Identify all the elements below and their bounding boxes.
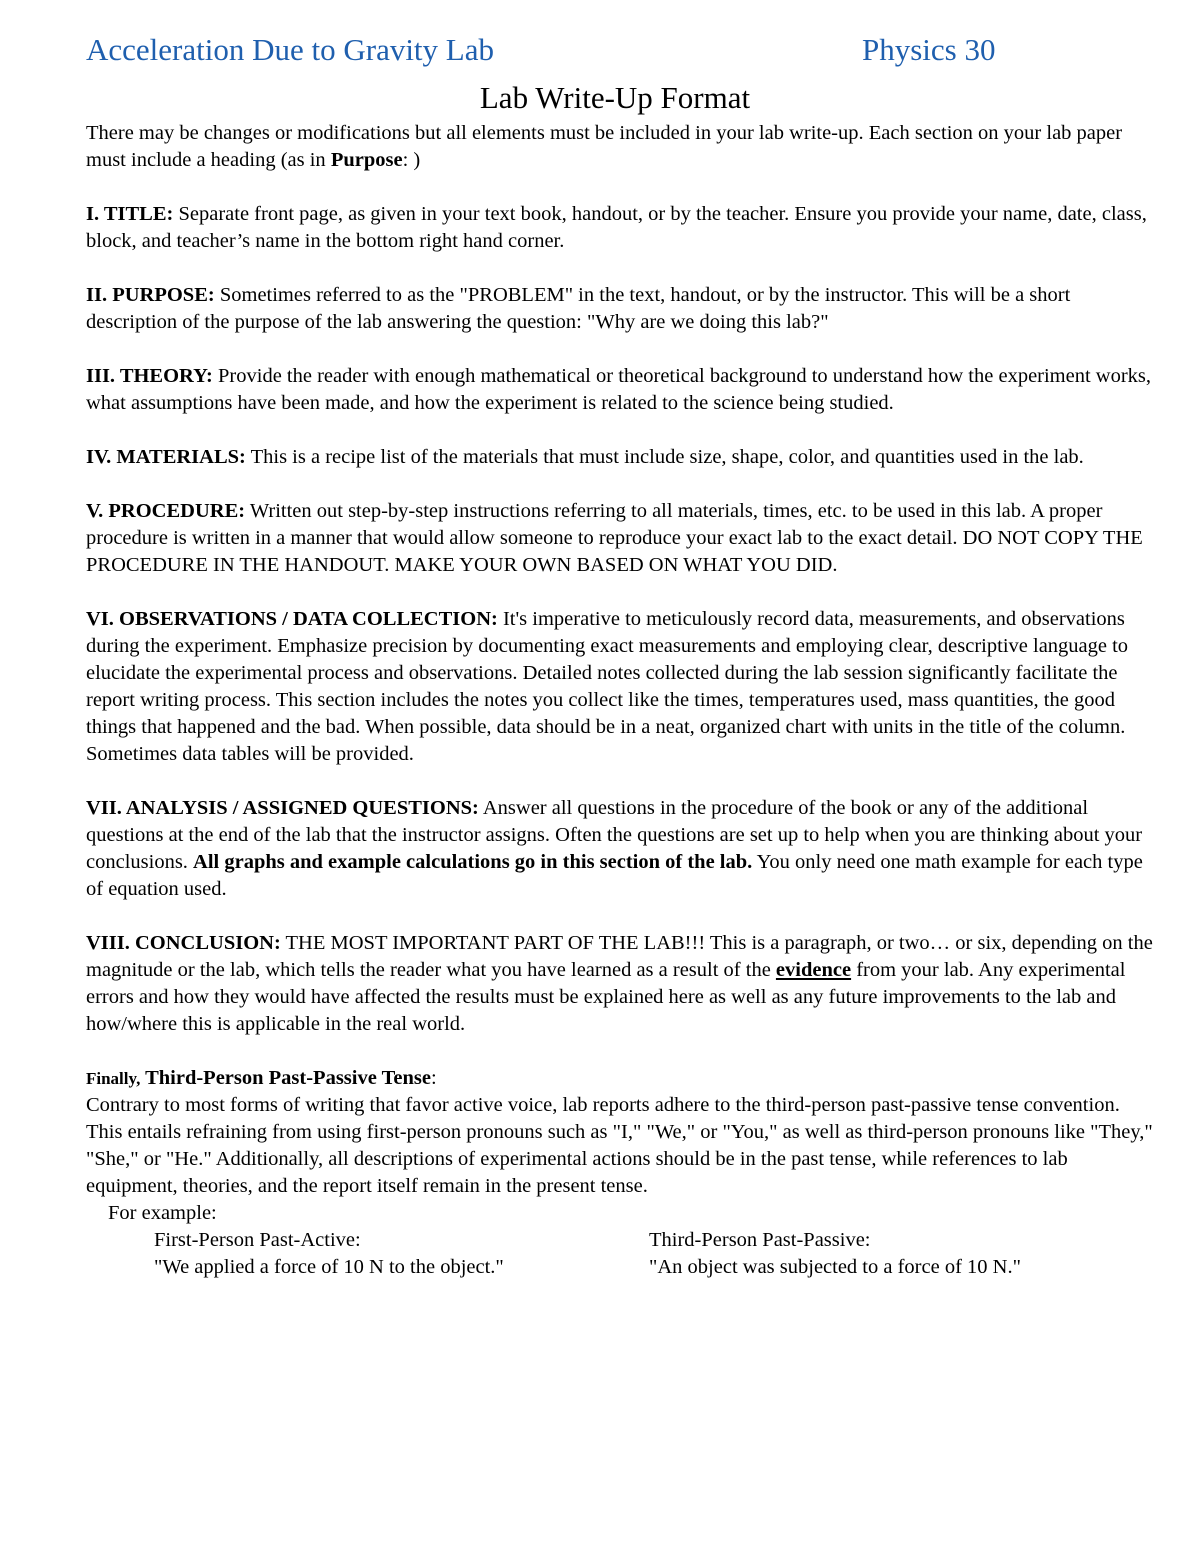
section-procedure [86, 498, 1156, 579]
lab-title-header: Acceleration Due to Gravity Lab [86, 32, 494, 67]
section-materials [86, 444, 1156, 471]
tense-heading-text: Third-Person Past-Passive Tense [140, 1067, 431, 1089]
example-intro: For example: [108, 1202, 217, 1224]
section-purpose [86, 282, 1156, 336]
section-text: THE MOST IMPORTANT PART OF THE LAB!!! This is a paragraph, or two… or six, depending on the magnitude or the lab, which tells the reader what you have learned as a result of the [86, 932, 1153, 981]
section-text: Provide the reader with enough mathematical or theoretical background to understand how the experiment works, what assumptions have been made, and how the experiment is related to the science being studied. [86, 365, 1152, 414]
intro-paragraph [86, 120, 1156, 174]
passive-label: Third-Person Past-Passive: [649, 1229, 871, 1251]
section-heading: VI. OBSERVATIONS / DATA COLLECTION: [86, 608, 498, 630]
active-example-column [154, 1227, 504, 1281]
intro-text-end: : ) [402, 149, 421, 171]
section-text: Sometimes referred to as the "PROBLEM" in the text, handout, or by the instructor. This will be a short description of the purpose of the lab answering the question: "Why are we doing this lab?" [86, 284, 1071, 333]
tense-paragraph: Contrary to most forms of writing that favor active voice, lab reports adhere to the third-person past-passive tense convention. This entails refraining from using first-person pronouns such as "I," "We," or "You," as well as third-person pronouns like "They," "She," or "He." Additionally, all descriptions of experimental actions should be in the past tense, while references to lab equipment, theories, and the report itself remain in the present tense. [86, 1094, 1153, 1197]
intro-text: There may be changes or modifications but all elements must be included in your lab write-up. Each section on your lab paper must include a heading (as in [86, 122, 1123, 171]
section-text-end: from your lab. Any experimental errors and how they would have affected the results must be explained here as well as any future improvements to the lab and how/where this is applicable in the real world. [86, 959, 1126, 1035]
section-heading: III. THEORY: [86, 365, 213, 387]
example-columns [86, 1227, 1156, 1281]
section-text: Answer all questions in the procedure of the book or any of the additional questions at the end of the lab that the instructor assigns. Often the questions are set up to help when you are thinking about your conclusions. [86, 797, 1143, 873]
section-heading: V. PROCEDURE: [86, 500, 246, 522]
section-heading: IV. MATERIALS: [86, 446, 246, 468]
active-label: First-Person Past-Active: [154, 1229, 361, 1251]
section-analysis [86, 795, 1156, 903]
section-heading: VII. ANALYSIS / ASSIGNED QUESTIONS: [86, 797, 479, 819]
section-observations [86, 606, 1156, 768]
section-text: Separate front page, as given in your text book, handout, or by the teacher. Ensure you provide your name, date, class, block, and teacher’s name in the bottom right hand corner. [86, 203, 1147, 252]
course-header: Physics 30 [862, 32, 996, 67]
tense-heading-colon: : [430, 1067, 437, 1089]
intro-bold: Purpose [330, 149, 403, 171]
document-title: Lab Write-Up Format [479, 80, 751, 115]
passive-example: "An object was subjected to a force of 10 N." [649, 1256, 1021, 1278]
evidence-emphasis: evidence [775, 959, 852, 981]
section-text: It's imperative to meticulously record data, measurements, and observations during the experiment. Emphasize precision by documenting exact measurements and employing clear, descriptive language to elucidate the experimental process and observations. Detailed notes collected during the lab session significantly facilitate the report writing process. This section includes the notes you collect like the times, temperatures used, mass quantities, the good things that happened and the bad. When possible, data should be in a neat, organized chart with units in the title of the column. Sometimes data tables will be provided. [86, 608, 1129, 765]
section-conclusion [86, 930, 1156, 1038]
finally-label: Finally, [86, 1069, 141, 1088]
active-example: "We applied a force of 10 N to the object." [154, 1256, 504, 1278]
analysis-bold-note: All graphs and example calculations go in this section of the lab. [193, 851, 753, 873]
section-theory [86, 363, 1156, 417]
section-heading: VIII. CONCLUSION: [86, 932, 281, 954]
section-text: This is a recipe list of the materials that must include size, shape, color, and quantities used in the lab. [245, 446, 1084, 468]
tense-heading [86, 1065, 1156, 1092]
section-text-end: You only need one math example for each type of equation used. [86, 851, 1143, 900]
section-heading: I. TITLE: [86, 203, 174, 225]
section-heading: II. PURPOSE: [86, 284, 215, 306]
section-text: Written out step-by-step instructions referring to all materials, times, etc. to be used in this lab. A proper procedure is written in a manner that would allow someone to reproduce your exact lab to the exact detail. DO NOT COPY THE PROCEDURE IN THE HANDOUT. MAKE YOUR OWN BASED ON WHAT YOU DID. [86, 500, 1143, 576]
passive-example-column [649, 1227, 1021, 1281]
section-title [86, 201, 1156, 255]
document-body [86, 120, 1156, 1281]
